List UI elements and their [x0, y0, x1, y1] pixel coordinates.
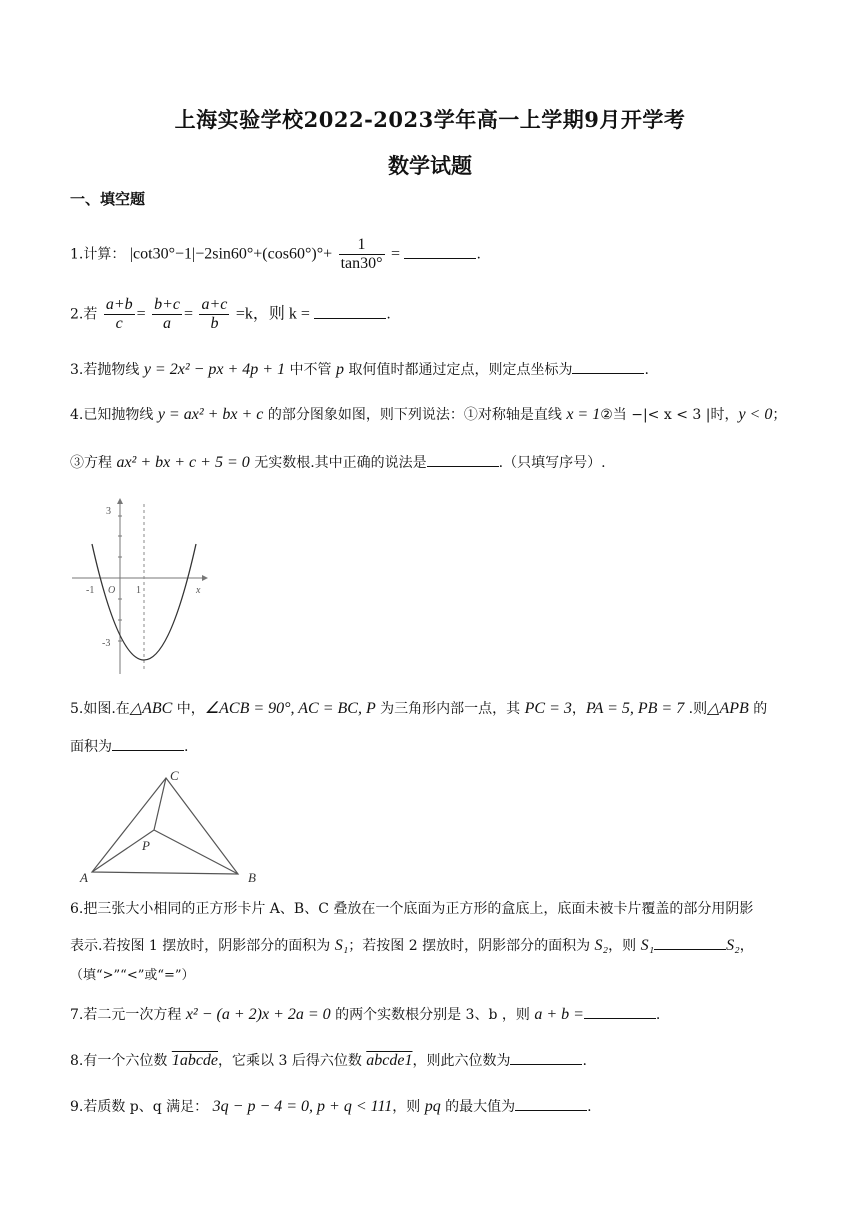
q4-text-f: 无实数根.其中正确的说法是 [249, 455, 427, 471]
section-heading: 一、填空题 [70, 190, 146, 208]
q5-text-b: 中， [172, 701, 205, 717]
q9-expression: 3q − p − 4 = 0, p + q < 111 [212, 1098, 393, 1115]
q7-end: . [655, 1007, 661, 1023]
q6-text-b: 表示.若按图 1 摆放时，阴影部分的面积为 [70, 938, 335, 954]
q6-answer-blank[interactable] [654, 935, 726, 950]
q4-text-d: ； [772, 407, 787, 423]
q9-answer-blank[interactable] [515, 1096, 587, 1111]
q2-fraction-3 [199, 296, 229, 333]
q5-pc: PC = 3 [524, 700, 572, 717]
q9-text-c: 的最大值为 [440, 1099, 516, 1115]
q7-ask: a + b = [534, 1006, 584, 1023]
question-6-line-3 [70, 966, 195, 986]
parabola-figure [66, 496, 216, 678]
question-6-line-2 [70, 935, 754, 956]
question-5-line-1 [70, 699, 767, 719]
q4-condition: y < 0 [738, 406, 773, 423]
q6-s2: S₂ [594, 937, 609, 954]
origin-label: O [108, 585, 116, 596]
x-axis-arrow-icon [202, 575, 208, 581]
q3-expression: y = 2x² − px + 4p + 1 [143, 361, 286, 378]
q4-text-a: 4.已知抛物线 [70, 407, 158, 423]
q9-end: . [587, 1099, 592, 1115]
q3-text-a: 3.若抛物线 [70, 362, 144, 378]
x-axis-label: x [196, 585, 201, 596]
q8-answer-blank[interactable] [510, 1050, 582, 1065]
question-9 [70, 1096, 592, 1117]
q1-equals: = [390, 245, 400, 263]
q6-s2-compare: S₂ [726, 937, 740, 954]
triangle-abc [92, 778, 238, 874]
question-4-line-2 [70, 452, 606, 473]
q6-hint: （填“>”“<”或“=”） [70, 968, 195, 983]
q2-f1-den: c [115, 315, 123, 332]
q4-axis: x = 1 [566, 406, 601, 423]
q5-end: . [184, 739, 189, 755]
question-3 [70, 359, 649, 380]
q5-triangle-apb: △APB [707, 700, 749, 717]
question-4-line-1 [70, 405, 786, 425]
question-5-line-2 [70, 736, 188, 757]
q2-f1-num: a+b [105, 296, 133, 313]
q5-text-c: 为三角形内部一点，其 [375, 701, 525, 717]
q4-answer-blank[interactable] [427, 452, 499, 467]
q2-fraction-1 [104, 296, 135, 333]
q5-condition: ∠ACB = 90°, AC = BC, P [204, 700, 376, 717]
q9-text-a: 9.若质数 p、q 满足： [70, 1099, 213, 1115]
q8-text-c: ，则此六位数为 [412, 1053, 511, 1069]
tick-label-neg1: -1 [86, 585, 95, 596]
q2-f2-num: b+c [154, 296, 180, 313]
q2-f3-num: a+c [201, 296, 228, 313]
segment-pb [154, 830, 238, 874]
q9-text-b: ，则 [392, 1099, 425, 1115]
label-c: C [170, 768, 179, 783]
q2-answer-blank[interactable] [314, 304, 386, 319]
q3-text-c: 取何值时都通过定点，则定点坐标为 [344, 362, 573, 378]
q2-f2-den: a [163, 315, 172, 332]
q5-text-e: 的 [748, 701, 768, 717]
q7-answer-blank[interactable] [584, 1004, 656, 1019]
q4-text-g: .（只填写序号）. [498, 455, 606, 471]
q2-mid: =k，则 k = [235, 305, 310, 323]
q3-text-b: 中不管 [285, 362, 337, 378]
q2-end: . [386, 306, 391, 323]
q1-fraction [339, 236, 385, 273]
q6-s1: S₁ [334, 937, 349, 954]
q7-text-a: 7.若二元一次方程 [70, 1007, 186, 1023]
q2-fraction-2 [152, 296, 182, 333]
q6-s1-compare: S₁ [640, 937, 655, 954]
q3-var: p [336, 361, 345, 378]
q1-prefix: 1.计算： [70, 246, 126, 263]
q5-text-d: .则 [684, 701, 708, 717]
exam-subtitle: 数学试题 [388, 153, 472, 178]
question-8 [70, 1050, 587, 1071]
label-p: P [142, 838, 150, 853]
q8-text-b: ，它乘以 3 后得六位数 [218, 1053, 367, 1069]
label-b: B [248, 870, 256, 885]
q1-expression: |cot30°−1|−2sin60°+(cos60°)°+ [129, 245, 333, 263]
question-6-line-1 [70, 899, 753, 919]
q2-prefix: 2.若 [70, 306, 98, 323]
q5-answer-blank[interactable] [112, 736, 184, 751]
q6-text-d: ，则 [608, 938, 641, 954]
q6-text-a: 6.把三张大小相同的正方形卡片 A、B、C 叠放在一个底面为正方形的盒底上，底面未被卡片覆盖的部分用阴影 [70, 901, 754, 917]
q5-triangle: △ABC [129, 700, 173, 717]
q3-answer-blank[interactable] [572, 359, 644, 374]
question-2: 2.若 $\frac{a+b}{c}$ = $\frac{b+c}{a}$ = $\frac{a+c}{b}$ =k，则 k = . [70, 296, 391, 332]
q5-text-a: 5.如图.在 [70, 701, 130, 717]
exam-title: 上海实验学校2022-2023学年高一上学期9月开学考 [174, 107, 686, 132]
q1-frac-den: tan30° [340, 255, 383, 272]
q6-text-e: ， [739, 938, 754, 954]
q6-text-c: ；若按图 2 摆放时，阴影部分的面积为 [348, 938, 595, 954]
tick-label-neg3: -3 [102, 638, 111, 649]
q8-end: . [582, 1053, 587, 1069]
tick-label-1: 1 [136, 585, 141, 596]
q4-text-b: 的部分图象如图，则下列说法：①对称轴是直线 [263, 407, 567, 423]
q1-frac-num: 1 [339, 236, 385, 255]
triangle-figure [70, 766, 270, 886]
q4-text-c: ②当 −|< x < 3 |时， [600, 407, 739, 423]
q1-end: . [476, 246, 481, 263]
q3-end: . [644, 362, 649, 378]
q9-ask: pq [424, 1098, 441, 1115]
label-a: A [80, 870, 88, 885]
question-7 [70, 1004, 660, 1025]
question-1 [70, 236, 481, 273]
q5-pa-pb: PA = 5, PB = 7 [585, 700, 685, 717]
q8-text-a: 8.有一个六位数 [70, 1053, 172, 1069]
q1-answer-blank[interactable] [404, 244, 476, 259]
q8-number-2: abcde1 [366, 1052, 413, 1069]
q5-sep: ， [571, 701, 586, 717]
q7-expression: x² − (a + 2)x + 2a = 0 [185, 1006, 331, 1023]
tick-label-3: 3 [106, 506, 111, 517]
q4-expression-2: ax² + bx + c + 5 = 0 [116, 454, 250, 471]
q5-text-f: 面积为 [70, 739, 112, 755]
q4-expression: y = ax² + bx + c [157, 406, 264, 423]
y-axis-arrow-icon [117, 498, 123, 504]
q4-text-e: ③方程 [70, 455, 117, 471]
q2-f3-den: b [210, 315, 219, 332]
q7-text-b: 的两个实数根分别是 3、b ，则 [330, 1007, 535, 1023]
q8-number-1: 1abcde [171, 1052, 219, 1069]
